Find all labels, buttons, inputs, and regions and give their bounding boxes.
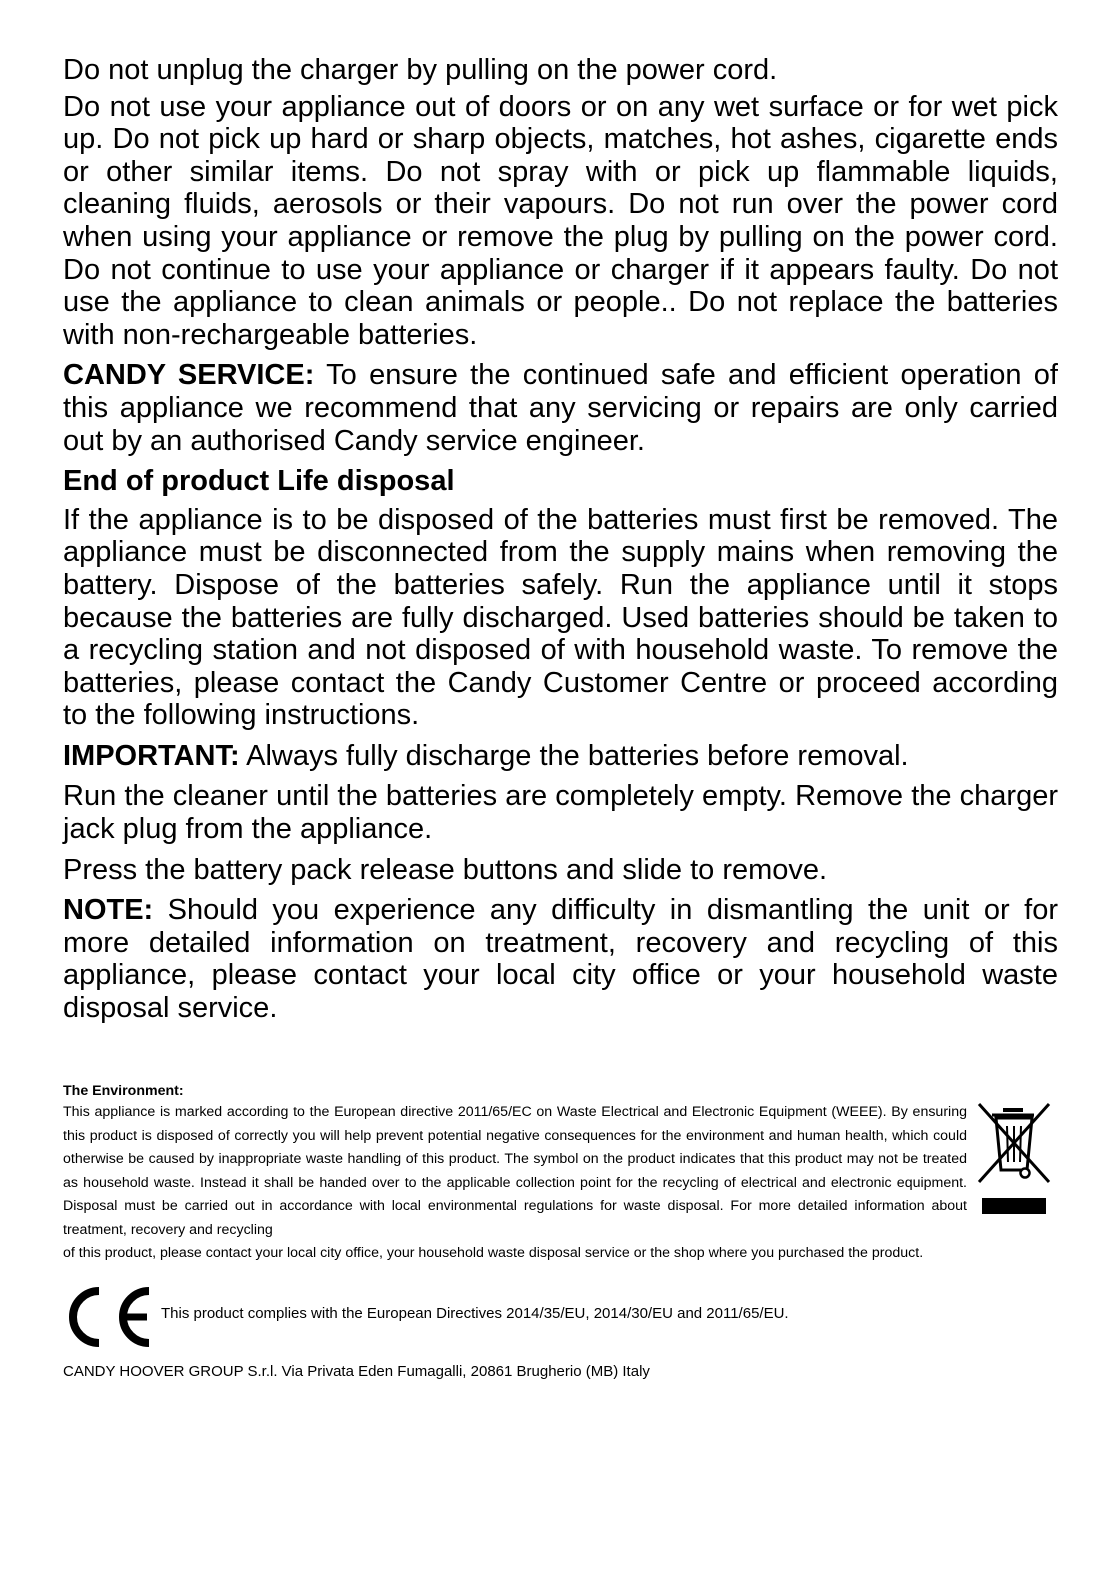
environment-title: The Environment: [63,1083,184,1099]
note-label: NOTE: [63,894,154,927]
note-paragraph [63,894,1058,1024]
environment-last-line: of this product, please contact your local city office, your household waste disposal service or the shop where you purchased the product. [63,1245,924,1261]
environment-section [63,1081,1063,1266]
important-paragraph [63,740,1058,773]
compliance-row [63,1285,1063,1349]
run-cleaner-paragraph: Run the cleaner until the batteries are completely empty. Remove the charger jack plug from the appliance. [63,780,1058,846]
disposal-paragraph: If the appliance is to be disposed of the batteries must first be removed. The appliance must be disconnected from the supply mains when removing the battery. Dispose of the batteries safely. Run the appliance until it stops because the batteries are fully discharged. Used batteries should be taken to a recycling station and not disposed of with household waste. To remove the batteries, please contact the Candy Customer Centre or proceed according to the following instructions. [63,503,1058,732]
candy-service-text: To ensure the continued safe and efficient operation of this appliance we recommend that any servicing or repairs are only carried out by an authorised Candy service engineer. [63,359,1058,457]
environment-body: This appliance is marked according to the European directive 2011/65/EC on Waste Electrical and Electronic Equipment (WEEE). By ensuring this product is disposed of correctly you will help prevent potential negative consequences for the environment and human health, which could otherwise be caused by inappropriate waste handling of this product. The symbol on the product indicates that this product may not be treated as household waste. Instead it shall be handed over to the applicable collection point for the recycling of electrical and electronic equipment. Disposal must be carried out in accordance with local environmental regulations for waste disposal. For more detailed information about treatment, recovery and recycling [63,1104,967,1238]
candy-service-paragraph [63,359,1058,457]
candy-service-label: CANDY SERVICE: [63,359,315,392]
note-text: Should you experience any difficulty in dismantling the unit or for more detailed information on treatment, recovery and recycling of this appliance, please contact your local city office or your household waste disposal service. [63,894,1058,1025]
important-label: IMPORTANT: [63,739,240,772]
disposal-heading: End of product Life disposal [63,465,455,498]
ce-mark-icon [63,1285,155,1349]
press-release-paragraph: Press the battery pack release buttons and slide to remove. [63,853,828,886]
weee-crossed-bin-icon [975,1100,1053,1220]
safety-warnings: Do not use your appliance out of doors or on any wet surface or for wet pick up. Do not pick up hard or sharp objects, matches, hot ashes, cigarette ends or other similar items. Do not spray with or pick up flammable liquids, cleaning fluids, aerosols or their vapours. Do not run over the power cord when using your appliance or remove the plug by pulling on the power cord. Do not continue to use your appliance or charger if it appears faulty. Do not use the appliance to clean animals or people.. Do not replace the batteries with non-rechargeable batteries. [63,90,1058,351]
company-address: CANDY HOOVER GROUP S.r.l. Via Privata Eden Fumagalli, 20861 Brugherio (MB) Italy [63,1363,650,1380]
important-text: Always fully discharge the batteries before removal. [239,739,909,772]
main-content [63,54,1058,1033]
unplug-warning: Do not unplug the charger by pulling on the power cord. [63,54,778,86]
compliance-text: This product complies with the European Directives 2014/35/EU, 2014/30/EU and 2011/65/EU. [161,1305,789,1322]
